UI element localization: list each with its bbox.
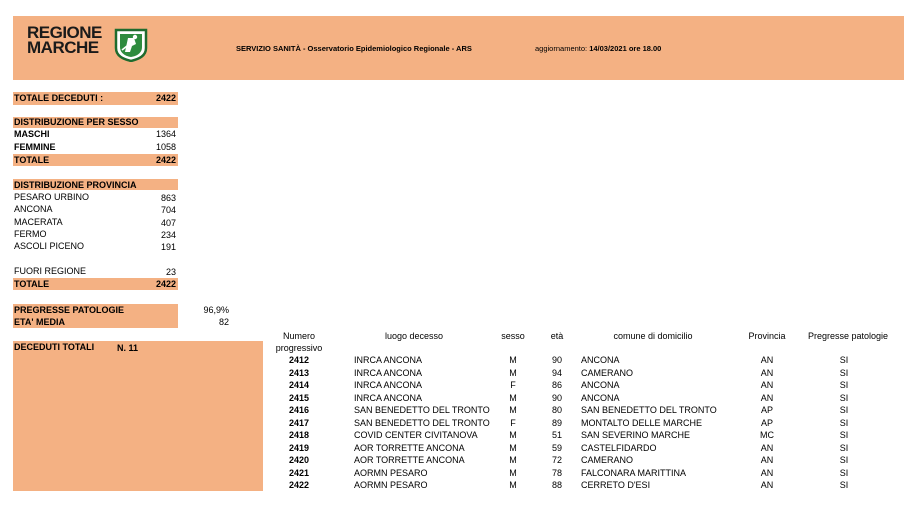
pathologies-value: 96,9% bbox=[203, 305, 229, 315]
header-age: età bbox=[550, 331, 564, 341]
row-num: 2415 bbox=[289, 392, 310, 403]
total-deaths-value: 2422 bbox=[155, 93, 176, 103]
row-province: AN bbox=[760, 392, 774, 403]
row-sex: M bbox=[509, 405, 517, 415]
females-label: FEMMINE bbox=[14, 142, 56, 152]
row-municipality: CAMERANO bbox=[581, 367, 634, 378]
row-num: 2417 bbox=[289, 417, 310, 428]
province-value-macerata: 407 bbox=[160, 218, 176, 228]
row-sex: M bbox=[509, 480, 517, 490]
row-pathologies: SI bbox=[839, 367, 849, 378]
row-pathologies: SI bbox=[839, 455, 849, 465]
row-place: SAN BENEDETTO DEL TRONTO bbox=[354, 405, 490, 415]
average-age-label: ETA' MEDIA bbox=[14, 317, 65, 327]
column-pathologies bbox=[834, 354, 854, 492]
row-num: 2422 bbox=[289, 480, 310, 490]
row-sex: M bbox=[509, 367, 517, 378]
outside-region-label: FUORI REGIONE bbox=[14, 266, 87, 276]
province-label-ancona: ANCONA bbox=[14, 204, 53, 214]
row-place: INRCA ANCONA bbox=[354, 355, 423, 365]
row-place: SAN BENEDETTO DEL TRONTO bbox=[354, 417, 490, 428]
row-age: 80 bbox=[551, 405, 562, 415]
province-total-value: 2422 bbox=[155, 279, 176, 289]
deaths-box-label: DECEDUTI TOTALI bbox=[14, 342, 95, 352]
row-place: AOR TORRETTE ANCONA bbox=[354, 455, 465, 465]
deaths-box-count: N. 11 bbox=[117, 343, 139, 353]
average-age-value: 82 bbox=[218, 317, 229, 327]
column-age bbox=[547, 354, 567, 492]
males-value: 1364 bbox=[155, 129, 176, 139]
row-age: 90 bbox=[551, 355, 562, 365]
row-municipality: ANCONA bbox=[581, 380, 620, 390]
logo-line-1: REGIONE bbox=[27, 23, 102, 42]
row-num: 2419 bbox=[289, 442, 310, 453]
column-progressive bbox=[289, 354, 309, 492]
row-sex: M bbox=[509, 467, 517, 478]
header-progressive bbox=[268, 330, 330, 354]
row-place: AORMN PESARO bbox=[354, 480, 428, 490]
row-age: 89 bbox=[551, 417, 562, 428]
province-value-ascoli-piceno: 191 bbox=[160, 242, 176, 252]
service-title: SERVIZIO SANITÀ - Osservatorio Epidemiologico Regionale - ARS bbox=[236, 44, 472, 53]
province-value-fermo: 234 bbox=[160, 230, 176, 240]
logo-line-2: MARCHE bbox=[27, 38, 99, 57]
sex-total-value: 2422 bbox=[155, 155, 176, 165]
row-num: 2418 bbox=[289, 430, 310, 440]
header-pathologies: Pregresse patologie bbox=[807, 331, 889, 341]
province-label-ascoli-piceno: ASCOLI PICENO bbox=[14, 241, 85, 251]
row-municipality: SAN BENEDETTO DEL TRONTO bbox=[581, 405, 717, 415]
header-place: luogo decesso bbox=[384, 331, 444, 341]
row-pathologies: SI bbox=[839, 405, 849, 415]
row-num: 2412 bbox=[289, 355, 310, 365]
row-age: 90 bbox=[551, 392, 562, 403]
logo-text bbox=[27, 25, 102, 55]
column-sex bbox=[503, 354, 523, 492]
province-distribution-title: DISTRIBUZIONE PROVINCIA bbox=[14, 180, 137, 190]
row-municipality: MONTALTO DELLE MARCHE bbox=[581, 417, 703, 428]
regione-marche-logo bbox=[27, 25, 157, 71]
column-municipality bbox=[581, 354, 717, 492]
row-municipality: FALCONARA MARITTINA bbox=[581, 467, 687, 478]
row-pathologies: SI bbox=[839, 417, 849, 428]
row-num: 2420 bbox=[289, 455, 310, 465]
deaths-box bbox=[13, 341, 263, 491]
row-sex: M bbox=[509, 355, 517, 365]
row-place: INRCA ANCONA bbox=[354, 380, 423, 390]
update-info bbox=[535, 44, 661, 53]
row-age: 78 bbox=[551, 467, 562, 478]
header-progressive-line-2: progressivo bbox=[275, 343, 323, 353]
total-deaths-label: TOTALE DECEDUTI : bbox=[14, 93, 104, 103]
row-pathologies: SI bbox=[839, 467, 849, 478]
row-province: AN bbox=[760, 355, 774, 365]
row-age: 88 bbox=[551, 480, 562, 490]
row-sex: M bbox=[509, 442, 517, 453]
row-num: 2414 bbox=[289, 380, 310, 390]
header-province: Provincia bbox=[748, 331, 786, 341]
update-value: 14/03/2021 ore 18.00 bbox=[589, 44, 662, 53]
column-place bbox=[354, 354, 490, 492]
row-province: AN bbox=[760, 442, 774, 453]
row-sex: F bbox=[510, 380, 516, 390]
row-province: MC bbox=[760, 430, 774, 440]
row-pathologies: SI bbox=[839, 442, 849, 453]
row-age: 86 bbox=[551, 380, 562, 390]
row-municipality: SAN SEVERINO MARCHE bbox=[581, 430, 691, 440]
row-age: 59 bbox=[551, 442, 562, 453]
row-place: AOR TORRETTE ANCONA bbox=[354, 442, 465, 453]
row-municipality: CAMERANO bbox=[581, 455, 634, 465]
outside-region-value: 23 bbox=[165, 267, 176, 277]
row-pathologies: SI bbox=[839, 355, 849, 365]
province-value-ancona: 704 bbox=[160, 205, 176, 215]
sex-total-label: TOTALE bbox=[14, 155, 50, 165]
row-province: AN bbox=[760, 480, 774, 490]
header-progressive-line-1: Numero bbox=[282, 331, 315, 341]
row-sex: M bbox=[509, 455, 517, 465]
row-num: 2413 bbox=[289, 367, 310, 378]
province-label-macerata: MACERATA bbox=[14, 217, 63, 227]
row-municipality: CERRETO D'ESI bbox=[581, 480, 651, 490]
row-municipality: CASTELFIDARDO bbox=[581, 442, 657, 453]
header-municipality: comune di domicilio bbox=[613, 331, 693, 341]
row-sex: M bbox=[509, 392, 517, 403]
row-age: 51 bbox=[551, 430, 562, 440]
row-province: AN bbox=[760, 467, 774, 478]
row-pathologies: SI bbox=[839, 430, 849, 440]
females-value: 1058 bbox=[155, 142, 176, 152]
row-province: AN bbox=[760, 367, 774, 378]
update-prefix: aggiornamento: bbox=[535, 44, 590, 53]
row-pathologies: SI bbox=[839, 480, 849, 490]
report-header bbox=[13, 16, 904, 80]
row-pathologies: SI bbox=[839, 380, 849, 390]
males-label: MASCHI bbox=[14, 129, 50, 139]
province-label-fermo: FERMO bbox=[14, 229, 47, 239]
row-pathologies: SI bbox=[839, 392, 849, 403]
row-num: 2421 bbox=[289, 467, 310, 478]
province-label-pesaro-urbino: PESARO URBINO bbox=[14, 192, 90, 202]
row-num: 2416 bbox=[289, 405, 310, 415]
row-place: INRCA ANCONA bbox=[354, 392, 423, 403]
header-sex: sesso bbox=[501, 331, 525, 341]
row-age: 94 bbox=[551, 367, 562, 378]
row-sex: F bbox=[510, 417, 516, 428]
row-province: AP bbox=[760, 417, 773, 428]
row-province: AP bbox=[760, 405, 773, 415]
row-sex: M bbox=[509, 430, 517, 440]
column-province bbox=[755, 354, 779, 492]
pathologies-label: PREGRESSE PATOLOGIE bbox=[14, 305, 125, 315]
row-place: AORMN PESARO bbox=[354, 467, 428, 478]
row-place: COVID CENTER CIVITANOVA bbox=[354, 430, 478, 440]
row-municipality: ANCONA bbox=[581, 392, 620, 403]
row-place: INRCA ANCONA bbox=[354, 367, 423, 378]
row-municipality: ANCONA bbox=[581, 355, 620, 365]
row-province: AN bbox=[760, 380, 774, 390]
province-value-pesaro-urbino: 863 bbox=[160, 193, 176, 203]
regione-marche-emblem-icon bbox=[113, 26, 149, 62]
sex-distribution-title: DISTRIBUZIONE PER SESSO bbox=[14, 117, 139, 127]
province-total-label: TOTALE bbox=[14, 279, 50, 289]
row-province: AN bbox=[760, 455, 774, 465]
row-age: 72 bbox=[551, 455, 562, 465]
